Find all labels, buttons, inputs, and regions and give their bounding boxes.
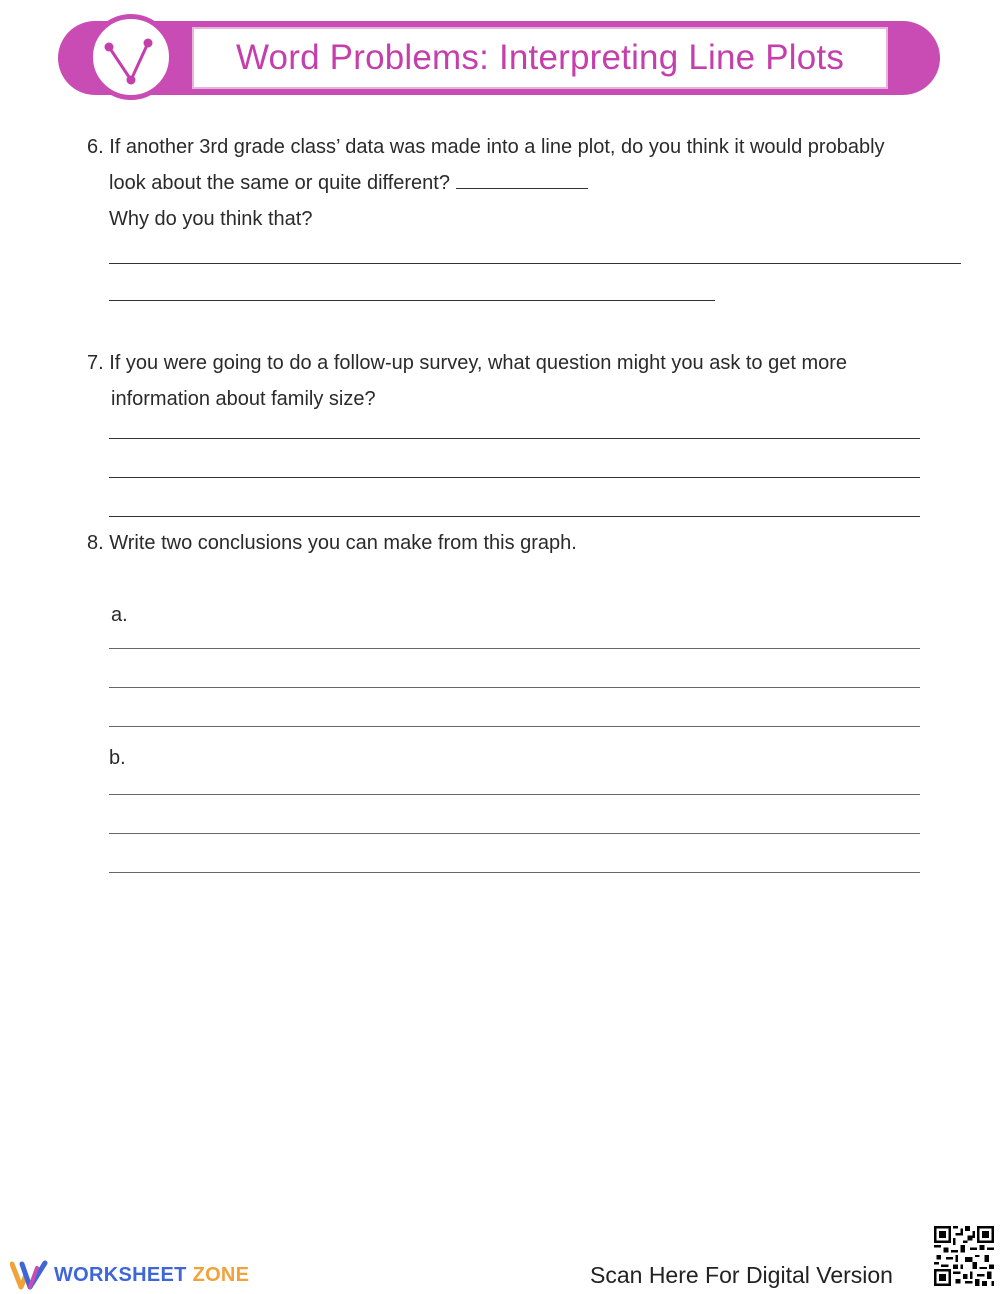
q6-line2	[109, 170, 588, 196]
q8b-answer-line-2[interactable]	[109, 833, 920, 834]
q6-line2-text: look about the same or quite different?	[109, 172, 450, 194]
q6-line3: Why do you think that?	[109, 208, 313, 230]
q6-line1: 6. If another 3rd grade class’ data was made into a line plot, do you think it would probably	[87, 136, 885, 158]
q6-answer-line-2[interactable]	[109, 300, 715, 301]
q8b-answer-line-1[interactable]	[109, 794, 920, 795]
page-title: Word Problems: Interpreting Line Plots	[235, 38, 845, 77]
brand-name	[54, 1264, 249, 1287]
q8a-answer-line-1[interactable]	[109, 648, 920, 649]
q6-answer-line-1[interactable]	[109, 263, 961, 264]
q6-short-answer-blank[interactable]	[456, 170, 588, 189]
q8-part-b-label: b.	[109, 747, 126, 769]
scan-text: Scan Here For Digital Version	[590, 1262, 893, 1288]
q8-line1: 8. Write two conclusions you can make from this graph.	[87, 532, 577, 554]
q7-line1: 7. If you were going to do a follow-up survey, what question might you ask to get more	[87, 352, 848, 374]
q8a-answer-line-3[interactable]	[109, 726, 920, 727]
q7-answer-line-2[interactable]	[109, 477, 920, 478]
q7-line2: information about family size?	[111, 388, 376, 410]
line-plot-nodes-icon	[93, 19, 169, 95]
q8-part-a-label: a.	[111, 604, 128, 626]
q7-answer-line-1[interactable]	[109, 438, 920, 439]
brand-name-part2: ZONE	[192, 1263, 250, 1286]
worksheetzone-logo-icon	[10, 1260, 48, 1290]
q8a-answer-line-2[interactable]	[109, 687, 920, 688]
qr-code-icon[interactable]	[934, 1226, 994, 1286]
q8b-answer-line-3[interactable]	[109, 872, 920, 873]
header-logo	[88, 14, 174, 100]
q7-answer-line-3[interactable]	[109, 516, 920, 517]
brand-name-part1: WORKSHEET	[54, 1263, 187, 1286]
title-box	[192, 27, 888, 89]
footer-brand[interactable]	[10, 1258, 249, 1292]
